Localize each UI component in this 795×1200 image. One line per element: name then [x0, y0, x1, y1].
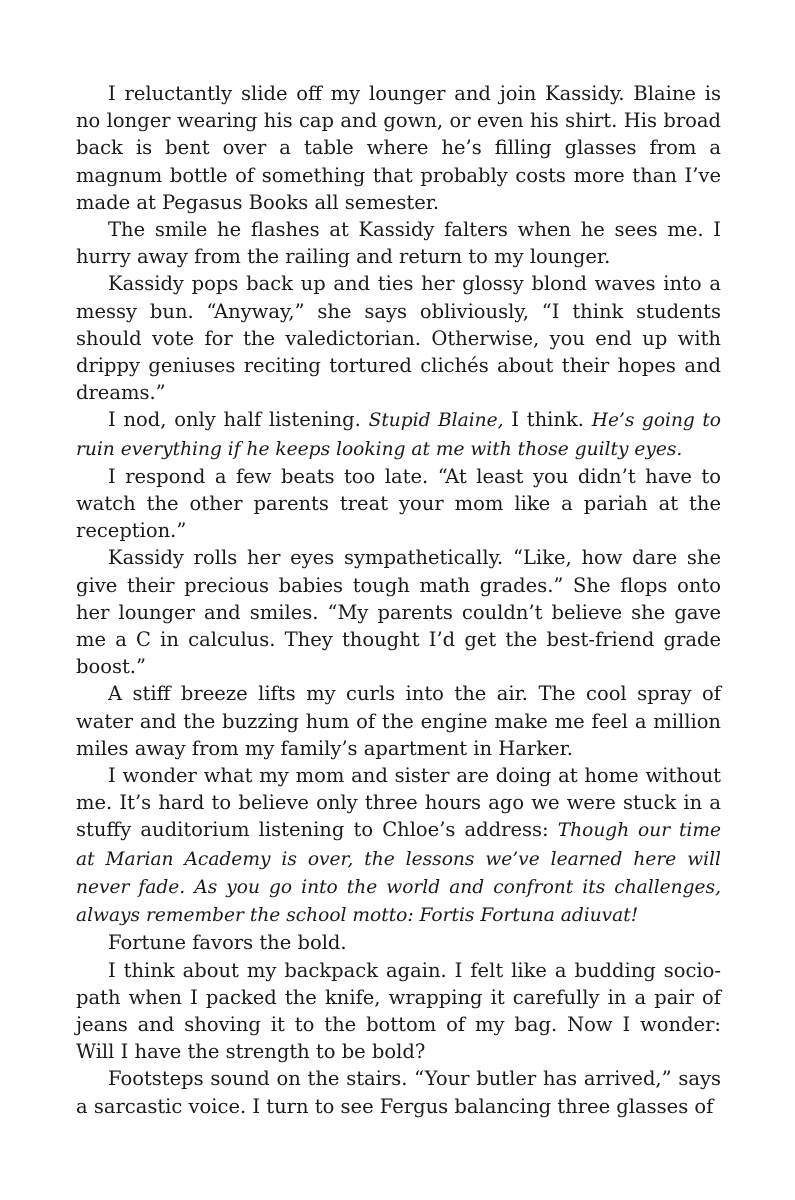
paragraph: [76, 80, 721, 216]
text-run: I think about my backpack again. I felt like a budding socio-path when I packed the knife, wrapping it carefully in a pair of jeans and shoving it to the bottom of my bag. Now I wonder: Will I have the strength to be bold?: [76, 958, 721, 1064]
paragraph: [76, 544, 721, 680]
paragraph: [76, 680, 721, 762]
paragraph: [76, 216, 721, 270]
text-run: A stiff breeze lifts my curls into the air. The cool spray of water and the buzzing hum of the engine make me feel a million miles away from my family’s apartment in Harker.: [76, 682, 721, 760]
text-run: I nod, only half listening.: [108, 408, 369, 432]
italic-thought: Stupid Blaine,: [368, 410, 504, 432]
text-run: I think.: [503, 408, 592, 432]
text-run: Fortune favors the bold.: [108, 931, 347, 955]
italic-quote: Though our time at Marian Academy is over, the lessons we’ve learned here will never fade. As you go into the world and confront its challenges, always remember the school motto: Fortis Fortuna adiuvat!: [76, 820, 722, 927]
text-run: Footsteps sound on the stairs. “Your butler has arrived,” says a sarcastic voice. I turn to see Fergus balancing three glasses of: [76, 1067, 721, 1118]
text-run: I respond a few beats too late. “At least you didn’t have to watch the other parents treat your mom like a pariah at the reception.”: [76, 464, 721, 543]
paragraph: [76, 406, 721, 462]
paragraph: [76, 270, 721, 406]
italic-thought: He’s going to ruin everything if he keeps looking at me with those guilty eyes.: [76, 410, 721, 460]
text-run: I reluctantly slide off my lounger and join Kassidy. Blaine is no longer wearing his cap and gown, or even his shirt. His broad back is bent over a table where he’s filling glasses from a magnum bottle of something that probably costs more than I’ve made at Pegasus Books all semester.: [76, 82, 721, 214]
paragraph: [76, 762, 721, 929]
paragraph: [76, 463, 721, 545]
book-page-body: [76, 80, 721, 1120]
paragraph: [76, 957, 721, 1066]
paragraph: [76, 1065, 721, 1119]
text-run: Kassidy rolls her eyes sympathetically. “Like, how dare she give their precious babies tough math grades.” She flops onto her lounger and smiles. “My parents couldn’t believe she gave me a C in calculus. They thought I’d get the best-friend grade boost.”: [76, 546, 721, 679]
text-run: Kassidy pops back up and ties her glossy blond waves into a messy bun. “Anyway,” she says obliviously, “I think students should vote for the valedictorian. Otherwise, you end up with drippy geniuses reciting tortured clichés about their hopes and dreams.”: [76, 272, 721, 405]
paragraph: [76, 929, 721, 956]
text-run: I wonder what my mom and sister are doing at home without me. It’s hard to believe only three hours ago we were stuck in a stuffy auditorium listening to Chloe’s address:: [76, 764, 721, 842]
text-run: The smile he flashes at Kassidy falters when he sees me. I hurry away from the railing and return to my lounger.: [76, 218, 721, 269]
